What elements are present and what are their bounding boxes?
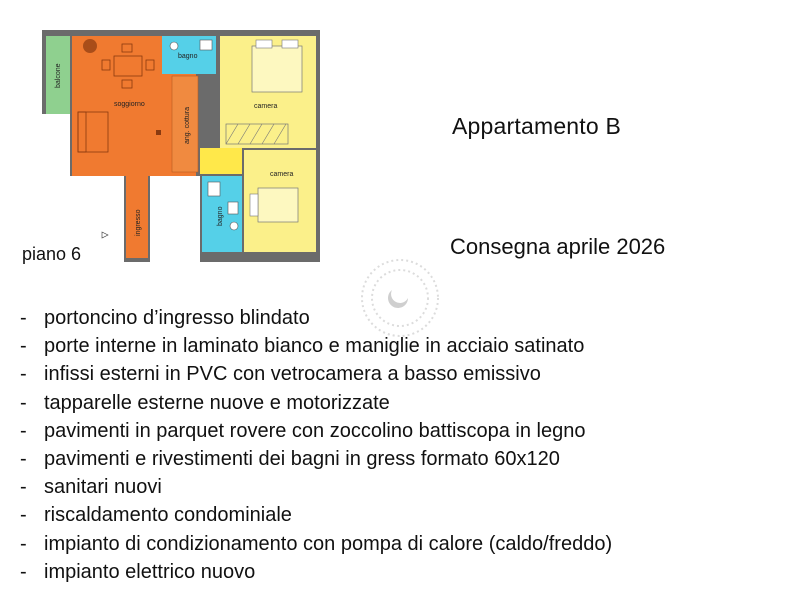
apartment-title: Appartamento B <box>452 113 622 139</box>
features-list <box>20 304 612 586</box>
list-item: - porte interne in laminato bianco e maniglie in acciaio satinato <box>20 335 585 358</box>
floor-plan <box>38 26 328 266</box>
label-bath-bottom: bagno <box>217 206 224 226</box>
list-item: - sanitari nuovi <box>20 476 162 499</box>
list-item: - pavimenti in parquet rovere con zoccolino battiscopa in legno <box>20 419 586 442</box>
label-kitchen-corner: ang. cottura <box>184 107 191 144</box>
list-item: - portoncino d’ingresso blindato <box>20 307 310 329</box>
label-bedroom-top: camera <box>254 103 278 110</box>
list-item: - impianto elettrico nuovo <box>20 560 256 583</box>
delivery-date: Consegna aprile 2026 <box>450 234 666 259</box>
floor-label: piano 6 <box>22 244 82 264</box>
list-item: - impianto di condizionamento con pompa di calore (caldo/freddo) <box>20 532 613 555</box>
list-item: - pavimenti e rivestimenti dei bagni in gress formato 60x120 <box>20 447 560 470</box>
list-item: - tapparelle esterne nuove e motorizzate <box>20 391 390 414</box>
label-balcony: balcone <box>55 63 62 88</box>
corridor <box>200 148 242 174</box>
label-living: soggiorno <box>114 101 145 108</box>
list-item: - infissi esterni in PVC con vetrocamera a basso emissivo <box>20 363 541 386</box>
label-entrance: ingresso <box>135 209 142 236</box>
label-bedroom-bottom: camera <box>270 171 294 178</box>
label-bath-top: bagno <box>178 53 198 60</box>
list-item: - riscaldamento condominiale <box>20 504 292 527</box>
